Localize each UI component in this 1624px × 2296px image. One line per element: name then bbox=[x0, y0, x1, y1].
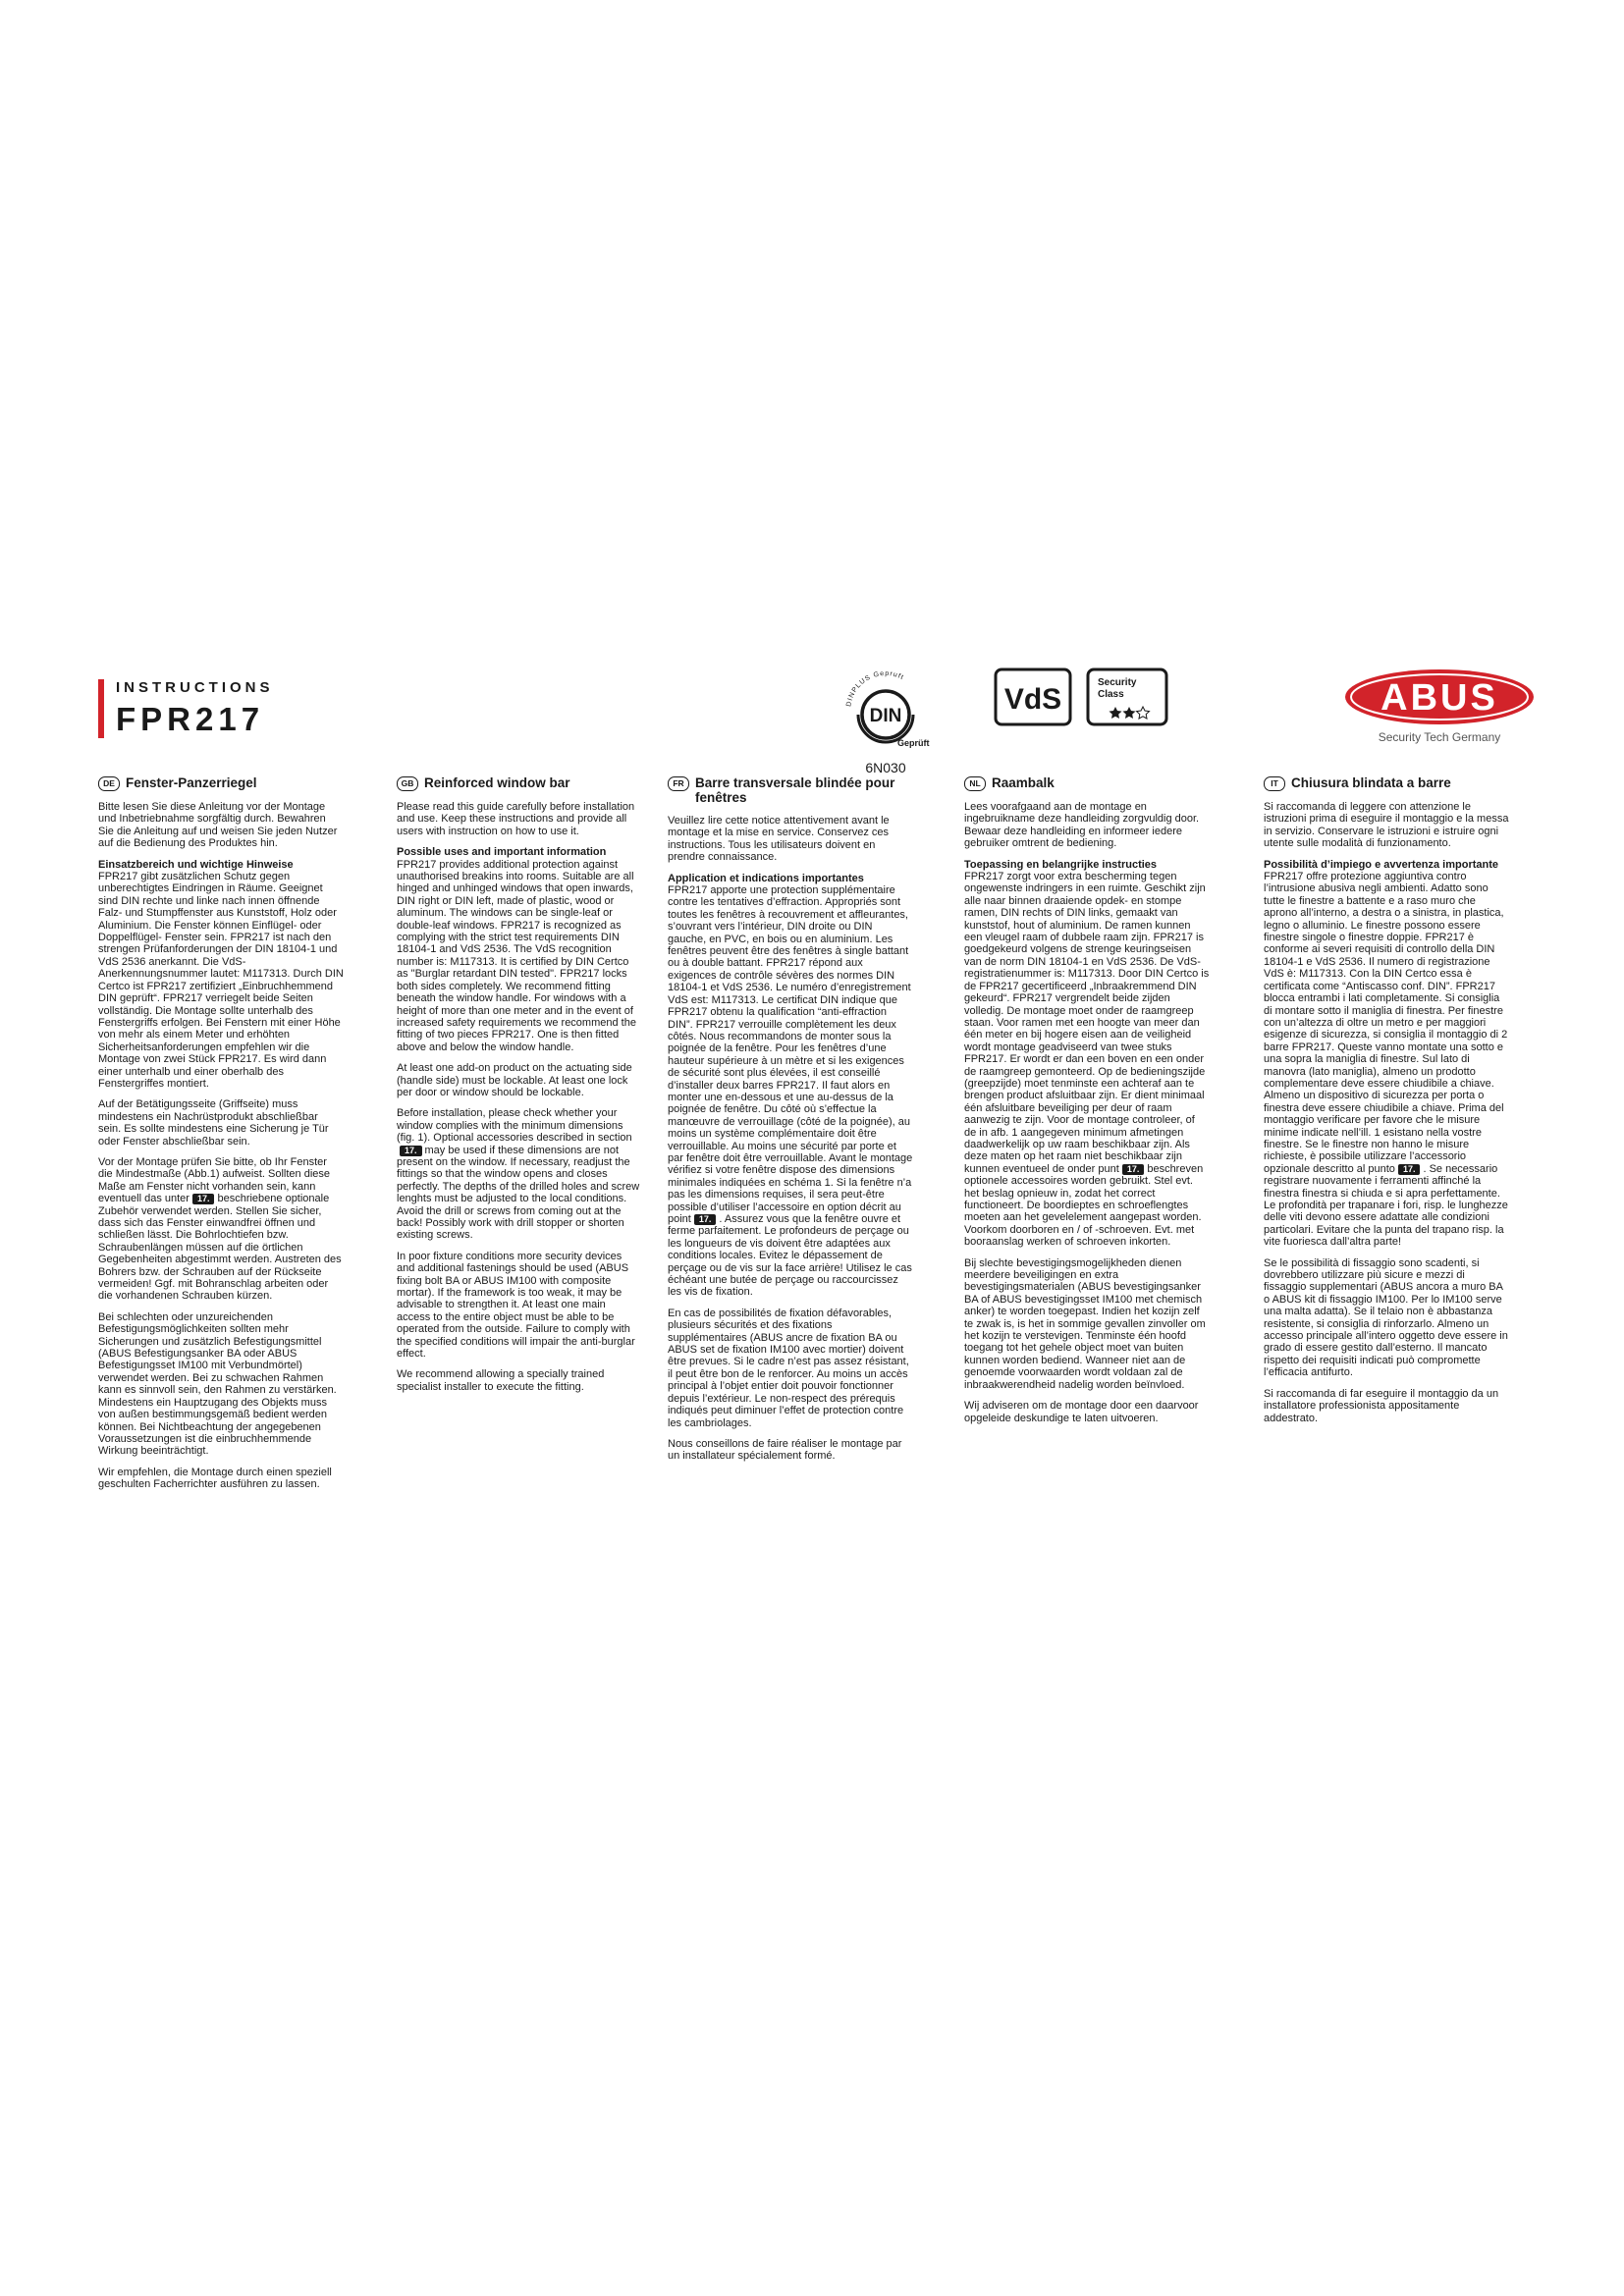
section-heading-de bbox=[98, 775, 344, 791]
body-paragraph-de-2: Auf der Betätigungsseite (Griffseite) muss mindestens ein Nachrüstprodukt abschließbar sein. Es sollte mindestens eine Sicherung je Tür oder Fenster abschließbar sein. bbox=[98, 1098, 329, 1148]
din-letters: DIN bbox=[869, 706, 902, 726]
body-text: FPR217 apporte une protection supplémentaire contre les tentatives d’effraction. Appropriés sont toutes les fenêtres à recouvrement et affleurantes, s’ouvrant vers l’intérieur, DIN droite ou DIN gauche, en PVC, en bois ou en aluminium. Les fenêtres peuvent être des fenêtres à single battant ou à double battant. FPR217 répond aux exigences de contrôle sévères des normes DIN 18104-1 et VdS 2536. Le numéro d’enregistrement VdS est: M117313. Le certificat DIN indique que FPR217 obtenu la qualification “anti-effraction DIN”. FPR217 verrouille complètement les deux côtés. Nous recommandons de monter sous la poignée de la fenêtre. Pour les fenêtres d’une hauteur supérieure à un mètre et si les exigences de sécurité sont plus élevées, il est conseillé d’installer deux barres FPR217. Il faut alors en monter une en-dessous et une au-dessus de la poignée de fenêtre. Du côté où s’effectue la manœuvre de verrouillage (côté de la poignée), au moins un système complémentaire doit être verrouillable. Au moins une sécurité par porte et par fenêtre doit être verrouillable. Avant le montage vérifiez si votre fenêtre dispose des dimensions minimales indiquées en schéma 1. Si la fenêtre n’a pas les dimensions requises, il sera peut-être possible d’utiliser l’accessoire en option décrit au point bbox=[668, 884, 913, 1225]
body-paragraph-it-1 bbox=[1264, 871, 1509, 1249]
body-text: . Se necessario registrare nuovamente i ferramenti affinché la finestra finestra si chiuda e si apra perfettamente. Le profondità per trapanare i fori, risp. le lunghezze delle viti devono essere adattate alle condizioni particolari. Evitare che la punta del trapano risp. la vite fuoriesca dall’altra parte! bbox=[1264, 1162, 1508, 1249]
column-gb bbox=[397, 775, 642, 1402]
body-paragraph-fr-1 bbox=[668, 884, 913, 1299]
section-ref-badge: 17. bbox=[400, 1146, 422, 1156]
din-seal-icon bbox=[837, 658, 935, 760]
fixing-paragraph-de: Bei schlechten oder unzureichenden Befestigungsmöglichkeiten sollten mehr Sicherungen und zusätzlich Befestigungsmittel (ABUS Befestigungsanker BA oder ABUS Befestigungsset IM100 mit Verbundmörtel) verwendet werden. Bei zu schwachen Rahmen kann es sinnvoll sein, den Rahmen zu verstärken. Mindestens ein Hauptzugang des Objekts muss von außen bestimmungsgemäß bedient werden können. Bei Nichtbeachtung der angegebenen Voraussetzungen ist die einbruchhemmende Wirkung beeinträchtigt. bbox=[98, 1310, 337, 1458]
abus-tagline: Security Tech Germany bbox=[1378, 730, 1501, 744]
language-badge-nl: NL bbox=[964, 776, 986, 791]
vds-letters: VdS bbox=[1003, 683, 1062, 716]
section-title-fr: Barre transversale blindée pour fenêtres bbox=[695, 775, 895, 805]
abus-wordmark-icon bbox=[1343, 667, 1536, 726]
body-text: beschreven optionele accessoires worden gebruikt. Stel evt. het beslag opnieuw in, zodat het correct functioneert. De boordieptes en schroeflengtes moeten aan het gevelelement aangepast worden. Voorkom doorboren en / of -schroeven. Evt. met booraanslag werken of schroeven inkorten. bbox=[964, 1162, 1204, 1249]
vds-class-line2: Class bbox=[1098, 689, 1124, 700]
section-title-de: Fenster-Panzerriegel bbox=[126, 775, 257, 790]
body-paragraph-nl-1 bbox=[964, 871, 1210, 1249]
title-block bbox=[98, 679, 274, 738]
body-paragraph-gb-3 bbox=[397, 1107, 642, 1241]
body-text: . Assurez vous que la fenêtre ouvre et ferme parfaitement. Le profondeurs de perçage ou les longueurs de vis doivent être adaptées aux conditions locales. Evitez le dépassement de perçage ou de vis sur la face arrière! Utilisez le cas échéant une butée de perçage ou raccourcissez les vis de fixation. bbox=[668, 1213, 912, 1299]
language-badge-fr: FR bbox=[668, 776, 689, 791]
body-text: may be used if these dimensions are not present on the window. If necessary, readjust the fittings so that the window opens and closes perfectly. The depths of the drilled holes and screw lenghts must be adjusted to the local conditions. Avoid the drill or screws from coming out at the back! Possibly work with drill stopper or shorten existing screws. bbox=[397, 1144, 640, 1242]
recommendation-fr: Nous conseillons de faire réaliser le montage par un installateur spécialement formé. bbox=[668, 1437, 902, 1463]
fixing-paragraph-nl: Bij slechte bevestigingsmogelijkheden dienen meerdere beveiligingen en extra bevestigingsmaterialen (ABUS bevestigingsanker BA of ABUS bevestigingsset IM100 met chemisch anker) te worden toegepast. Indien het kozijn zelf te zwak is, is het in sommige gevallen zinvoller om het kozijn te verstevigen. Tenminste één hoofd toegang tot het gehele object moet van buiten kunnen worden bediend. Wanneer niet aan de genoemde voorwaarden wordt voldaan zal de inbraakwerendheid nadelig worden beïnvloed. bbox=[964, 1256, 1206, 1391]
vds-security-class-icon bbox=[994, 667, 1170, 726]
body-text: beschriebene optionale Zubehör verwendet werden. Stellen Sie sicher, dass sich das Fenster einwandfrei öffnen und schließen lässt. Die Bohrlochtiefen bzw. Schraubenlängen müssen auf die örtlichen Gegebenheiten abgestimmt werden. Austreten des Bohrers bzw. der Schrauben auf der Rückseite vermeiden! Ggf. mit Bohranschlag arbeiten oder die vorhandenen Schrauben kürzen. bbox=[98, 1193, 342, 1303]
subheading-nl: Toepassing en belangrijke instructies bbox=[964, 858, 1158, 871]
intro-paragraph-gb: Please read this guide carefully before installation and use. Keep these instructions and provide all users with instruction on how to use it. bbox=[397, 801, 635, 837]
body-text: Before installation, please check whether your window complies with the minimum dimensions (fig. 1). Optional accessories described in section bbox=[397, 1107, 632, 1145]
intro-paragraph-fr: Veuillez lire cette notice attentivement avant le montage et la mise en service. Conservez ces instructions. Tous les utilisateurs doivent en prendre connaissance. bbox=[668, 815, 890, 864]
section-ref-badge: 17. bbox=[694, 1214, 717, 1225]
din-sub-text: Geprüft bbox=[897, 738, 930, 748]
subheading-fr: Application et indications importantes bbox=[668, 872, 864, 884]
body-text: Vor der Montage prüfen Sie bitte, ob Ihr Fenster die Mindestmaße (Abb.1) aufweist. Sollten diese Maße am Fenster nicht vorhanden sein, kann eventuell das unter bbox=[98, 1155, 331, 1205]
subheading-it: Possibilità d’impiego e avvertenza importante bbox=[1264, 858, 1499, 871]
body-paragraph-de-3 bbox=[98, 1156, 344, 1303]
svg-text:DINPLUS Gepruft bbox=[845, 670, 905, 707]
fixing-paragraph-fr: En cas de possibilités de fixation défavorables, plusieurs sécurités et des fixations supplémentaires (ABUS ancre de fixation BA ou ABUS set de fixation IM100 avec mortier) doivent être prevues. Si le cadre n’est pas assez résistant, il peut être bon de le renforcer. Au moins un accès principal à l’objet entier doit pouvoir fonctionner depuis l’extérieur. Le non-respect des prérequis indiqués peut diminuer l’effet de protection contre les cambriolages. bbox=[668, 1307, 909, 1429]
section-heading-it bbox=[1264, 775, 1509, 791]
column-it bbox=[1264, 775, 1509, 1433]
section-title-it: Chiusura blindata a barre bbox=[1291, 775, 1451, 790]
din-register-code: 6N030 bbox=[865, 760, 906, 775]
section-ref-badge: 17. bbox=[1398, 1164, 1421, 1175]
language-badge-de: DE bbox=[98, 776, 120, 791]
language-badge-it: IT bbox=[1264, 776, 1285, 791]
body-text: FPR217 offre protezione aggiuntiva contro l’intrusione abusiva negli ambienti. Adatto sono tutte le finestre a battente e a raso muro che aprono all’interno, a destra o a sinistra, in plastica, legno o alluminio. Le finestre possono essere finestre singole o finestre doppie. FPR217 è conforme ai severi requisiti di controllo della DIN 18104-1 e VdS 2536. Il numero di registrazione VdS è: M117313. Con la DIN Certco essa è certificata come “Antiscasso conf. DIN”. FPR217 blocca entrambi i lati completamente. Si consiglia di montare sotto il maniglia di finestra. Per finestre con un’altezza di oltre un metro e per maggiori esigenze di sicurezza, si consiglia il montaggio di 2 barre FPR217. Queste vanno montate una sotto e una sopra la maniglia di finestre. Sul lato di manovra (lato maniglia), almeno un prodotto complementare deve essere chiudibile a chiave. Almeno un dispositivo di sicurezza per porta o finestra deve essere chiudibile a chiave. Prima del montaggio verificare per favore che le misure minime indicate nell’ill. 1 esistano nella vostre finestre. Se le finestre non hanno le misure richieste, è possibile utilizzare l’accessorio opzionale descritto al punto bbox=[1264, 871, 1508, 1175]
recommendation-gb: We recommend allowing a specially trained specialist installer to execute the fitting. bbox=[397, 1368, 605, 1393]
intro-paragraph-de: Bitte lesen Sie diese Anleitung vor der Montage und Inbetriebnahme sorgfältig durch. Bewahren Sie die Anleitung auf und weisen Sie jeden Nutzer auf die Bedienung des Produktes hin. bbox=[98, 801, 338, 850]
recommendation-de: Wir empfehlen, die Montage durch einen speziell geschulten Facherrichter ausführen zu lassen. bbox=[98, 1466, 332, 1491]
document-header bbox=[98, 669, 1532, 783]
section-ref-badge: 17. bbox=[192, 1194, 215, 1204]
intro-paragraph-it: Si raccomanda di leggere con attenzione le istruzioni prima di eseguire il montaggio e la messa in servizio. Conservare le istruzioni e istruire ogni utente sulle modalità di funzionamento. bbox=[1264, 801, 1509, 850]
din-geprueft-logo bbox=[837, 658, 935, 775]
body-paragraph-gb-1: FPR217 provides additional protection against unauthorised breakins into rooms. Suitable are all hinged and unhinged windows that open inwards, DIN right or DIN left, made of plastic, wood or aluminum. The windows can be single-leaf or double-leaf windows. FPR217 is recognized as complying with the strict test requirements DIN 18104-1 and VdS 2536. The VdS recognition number is: M117313. It is certified by DIN Certco as "Burglar retardant DIN tested". FPR217 locks both sides completely. We recommend fitting beneath the window handle. For windows with a height of more than one meter and in the event of increased safety requirements we recommend the fitting of two pieces FPR217. One is then fitted above and below the window handle. bbox=[397, 858, 636, 1053]
din-arc-text: DINPLUS Gepruft bbox=[845, 669, 905, 708]
column-nl bbox=[964, 775, 1210, 1433]
section-title-gb: Reinforced window bar bbox=[424, 775, 570, 790]
intro-paragraph-nl: Lees voorafgaand aan de montage en ingebruikname deze handleiding zorgvuldig door. Bewaar deze handleiding en informeer iedere gebruiker omtrent de bediening. bbox=[964, 801, 1200, 850]
vds-logo bbox=[994, 667, 1170, 726]
recommendation-nl: Wij adviseren om de montage door een daarvoor opgeleide deskundige te laten uitvoeren. bbox=[964, 1400, 1199, 1424]
body-text: FPR217 zorgt voor extra bescherming tegen ongewenste indringers in een ruimte. Geschikt zijn alle naar binnen draaiende opdek- en stompe ramen, DIN rechts of DIN links, gemaakt van kunststof, hout of aluminium. De ramen kunnen een vleugel raam of dubbele raam zijn. FPR217 is goedgekeurd volgens de strenge keuringseisen van de norm DIN 18104-1 en VdS 2536. De VdS-registratienummer is: M117313. Door DIN Certco is de FPR217 gecertificeerd „Inbraakremmend DIN gekeurd“. FPR217 vergrendelt beide zijden volledig. De montage moet onder de raamgreep staan. Voor ramen met een hoogte van meer dan één meter en bij hogere eisen aan de veiligheid wordt montage geadviseerd van twee stuks FPR217. Er wordt er dan een boven en een onder de raamgreep gemonteerd. Op de bedieningszijde (greepzijde) moet tenminste een achteraf aan te brengen product afsluitbaar zijn. Er dient minimaal één afsluitbare beveiliging per deur of raam aanwezig te zijn. Voor de montage controleer, of de in afb. 1 aangegeven minimum afmetingen daadwerkelijk op uw raam beschikbaar zijn. Als deze maten op het raam niet beschikbaar zijn kunnen eventueel de onder punt bbox=[964, 871, 1210, 1175]
abus-wordmark-text: ABUS bbox=[1380, 677, 1498, 719]
section-title-nl: Raambalk bbox=[992, 775, 1055, 790]
fixing-paragraph-it: Se le possibilità di fissaggio sono scadenti, si dovrebbero utilizzare più sicure e mezzi di fissaggio supplementari (ABUS ancora a muro BA o ABUS kit di fissaggio IM100. Per lo IM100 serve una malta adatta). Se il telaio non è abbastanza resistente, si consiglia di rinforzarlo. Almeno un accesso principale all’intero oggetto deve essere in grado di essere gestito dall’esterno. Il mancato rispetto dei requisiti indicati può compromette l’efficacia antifurto. bbox=[1264, 1256, 1508, 1379]
language-badge-gb: GB bbox=[397, 776, 418, 791]
subheading-gb: Possible uses and important information bbox=[397, 846, 607, 859]
section-heading-nl bbox=[964, 775, 1210, 791]
fixing-paragraph-gb: In poor fixture conditions more security devices and additional fastenings should be used (ABUS fixing bolt BA or ABUS IM100 with composite mortar). If the framework is too weak, it may be advisable to strengthen it. At least one main access to the entire object must be able to be operated from the outside. Failure to comply with the specified conditions will impair the anti-burglar effect. bbox=[397, 1250, 635, 1361]
subheading-de: Einsatzbereich und wichtige Hinweise bbox=[98, 858, 294, 871]
recommendation-it: Si raccomanda di far eseguire il montaggio da un installatore professionista appositamente addestrato. bbox=[1264, 1387, 1499, 1424]
column-fr bbox=[668, 775, 913, 1471]
abus-logo bbox=[1343, 667, 1536, 761]
section-heading-fr bbox=[668, 775, 913, 805]
body-paragraph-de-1: FPR217 gibt zusätzlichen Schutz gegen unberechtigtes Eindringen in Räume. Geeignet sind DIN rechte und linke nach innen öffnende Falz- und Stumpffenster aus Kunststoff, Holz oder Aluminium. Die Fenster können Einflügel- oder Doppelflügel- Fenster sein. FPR217 ist nach den strengen Prüfanforderungen der DIN 18104-1 und VdS 2536 anerkannt. Die VdS-Anerkennungsnummer lautet: M117313. Durch DIN Certco ist FPR217 zertifiziert „Einbruchhemmend DIN geprüft“. FPR217 verriegelt beide Seiten vollständig. Die Montage sollte unterhalb des Fenstergriffs erfolgen. Bei Fenstern mit einer Höhe von mehr als einem Meter und erhöhten Sicherheitsanforderungen empfehlen wir die Montage von zwei Stück FPR217. Es wird dann einer unterhalb und einer oberhalb des Fenstergriffes montiert. bbox=[98, 871, 344, 1090]
section-ref-badge: 17. bbox=[1122, 1164, 1145, 1175]
body-paragraph-gb-2: At least one add-on product on the actuating side (handle side) must be lockable. At least one lock per door or window should be lockable. bbox=[397, 1062, 632, 1098]
vds-class-line1: Security bbox=[1098, 677, 1137, 688]
doc-kicker: INSTRUCTIONS bbox=[116, 679, 274, 696]
section-heading-gb bbox=[397, 775, 642, 791]
product-name: FPR217 bbox=[116, 701, 265, 737]
column-de bbox=[98, 775, 344, 1500]
